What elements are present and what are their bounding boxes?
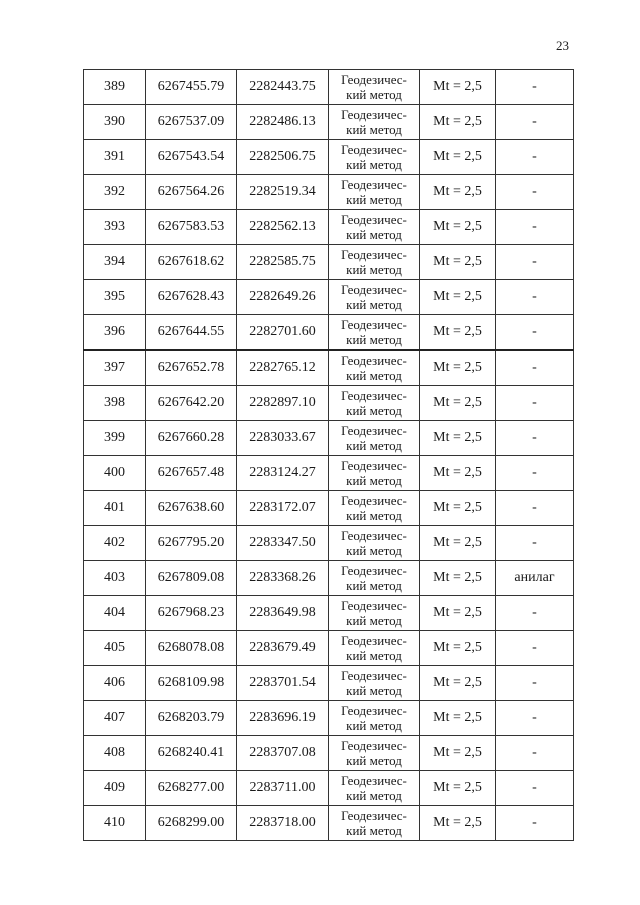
method-line-2: кий метод — [346, 262, 402, 277]
coordinate-x-cell: 6268299.00 — [146, 806, 237, 841]
note-cell: - — [496, 280, 574, 315]
method-line-1: Геодезичес- — [341, 668, 407, 683]
note-cell: - — [496, 315, 574, 351]
method-cell — [329, 421, 420, 456]
table-row — [84, 631, 574, 666]
coordinate-y-cell: 2283679.49 — [237, 631, 329, 666]
accuracy-cell: Mt = 2,5 — [420, 526, 496, 561]
table-row — [84, 280, 574, 315]
note-cell: - — [496, 245, 574, 280]
note-cell: - — [496, 806, 574, 841]
method-line-1: Геодезичес- — [341, 528, 407, 543]
point-number-cell: 407 — [84, 701, 146, 736]
accuracy-cell: Mt = 2,5 — [420, 491, 496, 526]
method-line-2: кий метод — [346, 438, 402, 453]
coordinate-y-cell: 2283718.00 — [237, 806, 329, 841]
method-cell — [329, 806, 420, 841]
table-row — [84, 561, 574, 596]
table-row — [84, 701, 574, 736]
coordinate-x-cell: 6268203.79 — [146, 701, 237, 736]
coordinate-y-cell: 2282562.13 — [237, 210, 329, 245]
method-line-1: Геодезичес- — [341, 808, 407, 823]
method-line-1: Геодезичес- — [341, 142, 407, 157]
method-cell — [329, 666, 420, 701]
method-line-2: кий метод — [346, 578, 402, 593]
coordinate-y-cell: 2282765.12 — [237, 350, 329, 386]
method-line-2: кий метод — [346, 718, 402, 733]
table-row — [84, 806, 574, 841]
point-number-cell: 393 — [84, 210, 146, 245]
coordinate-y-cell: 2283124.27 — [237, 456, 329, 491]
method-line-2: кий метод — [346, 122, 402, 137]
method-line-2: кий метод — [346, 508, 402, 523]
coordinate-y-cell: 2283711.00 — [237, 771, 329, 806]
point-number-cell: 402 — [84, 526, 146, 561]
method-cell — [329, 526, 420, 561]
accuracy-cell: Mt = 2,5 — [420, 280, 496, 315]
method-line-1: Геодезичес- — [341, 353, 407, 368]
table-row — [84, 350, 574, 386]
point-number-cell: 392 — [84, 175, 146, 210]
point-number-cell: 400 — [84, 456, 146, 491]
table-row — [84, 210, 574, 245]
method-cell — [329, 210, 420, 245]
coordinate-x-cell: 6267628.43 — [146, 280, 237, 315]
accuracy-cell: Mt = 2,5 — [420, 806, 496, 841]
method-line-1: Геодезичес- — [341, 493, 407, 508]
coordinate-y-cell: 2283172.07 — [237, 491, 329, 526]
accuracy-cell: Mt = 2,5 — [420, 210, 496, 245]
coordinate-x-cell: 6267543.54 — [146, 140, 237, 175]
method-line-2: кий метод — [346, 227, 402, 242]
point-number-cell: 398 — [84, 386, 146, 421]
method-cell — [329, 491, 420, 526]
method-line-1: Геодезичес- — [341, 107, 407, 122]
point-number-cell: 401 — [84, 491, 146, 526]
accuracy-cell: Mt = 2,5 — [420, 105, 496, 140]
note-cell: - — [496, 421, 574, 456]
accuracy-cell: Mt = 2,5 — [420, 701, 496, 736]
method-cell — [329, 175, 420, 210]
accuracy-cell: Mt = 2,5 — [420, 631, 496, 666]
method-cell — [329, 280, 420, 315]
note-cell: - — [496, 140, 574, 175]
coordinate-y-cell: 2282506.75 — [237, 140, 329, 175]
accuracy-cell: Mt = 2,5 — [420, 456, 496, 491]
coordinate-x-cell: 6267795.20 — [146, 526, 237, 561]
method-line-2: кий метод — [346, 368, 402, 383]
method-cell — [329, 70, 420, 105]
method-cell — [329, 771, 420, 806]
coordinate-y-cell: 2282897.10 — [237, 386, 329, 421]
method-line-2: кий метод — [346, 788, 402, 803]
method-line-2: кий метод — [346, 753, 402, 768]
note-cell: - — [496, 701, 574, 736]
note-cell: - — [496, 105, 574, 140]
method-line-2: кий метод — [346, 683, 402, 698]
method-cell — [329, 105, 420, 140]
accuracy-cell: Mt = 2,5 — [420, 175, 496, 210]
table-row — [84, 140, 574, 175]
note-cell: - — [496, 771, 574, 806]
coordinate-y-cell: 2282649.26 — [237, 280, 329, 315]
point-number-cell: 408 — [84, 736, 146, 771]
method-line-1: Геодезичес- — [341, 703, 407, 718]
coordinate-y-cell: 2283701.54 — [237, 666, 329, 701]
table-row — [84, 245, 574, 280]
table-row — [84, 491, 574, 526]
accuracy-cell: Mt = 2,5 — [420, 245, 496, 280]
method-line-1: Геодезичес- — [341, 247, 407, 262]
method-line-1: Геодезичес- — [341, 563, 407, 578]
method-cell — [329, 315, 420, 351]
coordinate-x-cell: 6267652.78 — [146, 350, 237, 386]
table-row — [84, 175, 574, 210]
method-line-2: кий метод — [346, 87, 402, 102]
coordinates-table-body — [84, 70, 574, 841]
coordinate-y-cell: 2282701.60 — [237, 315, 329, 351]
method-line-2: кий метод — [346, 157, 402, 172]
note-cell: - — [496, 631, 574, 666]
accuracy-cell: Mt = 2,5 — [420, 350, 496, 386]
accuracy-cell: Mt = 2,5 — [420, 70, 496, 105]
table-row — [84, 771, 574, 806]
method-cell — [329, 386, 420, 421]
coordinate-y-cell: 2282486.13 — [237, 105, 329, 140]
method-cell — [329, 561, 420, 596]
coordinate-x-cell: 6267809.08 — [146, 561, 237, 596]
method-cell — [329, 350, 420, 386]
method-line-2: кий метод — [346, 473, 402, 488]
method-line-1: Геодезичес- — [341, 317, 407, 332]
method-line-1: Геодезичес- — [341, 282, 407, 297]
point-number-cell: 395 — [84, 280, 146, 315]
table-row — [84, 526, 574, 561]
point-number-cell: 397 — [84, 350, 146, 386]
table-row — [84, 456, 574, 491]
coordinate-x-cell: 6267660.28 — [146, 421, 237, 456]
note-cell: - — [496, 596, 574, 631]
coordinate-y-cell: 2283649.98 — [237, 596, 329, 631]
coordinate-y-cell: 2282519.34 — [237, 175, 329, 210]
note-cell: - — [496, 350, 574, 386]
method-line-1: Геодезичес- — [341, 458, 407, 473]
note-cell: - — [496, 526, 574, 561]
table-row — [84, 105, 574, 140]
method-line-2: кий метод — [346, 297, 402, 312]
note-cell: - — [496, 210, 574, 245]
coordinate-y-cell: 2282585.75 — [237, 245, 329, 280]
table-row — [84, 386, 574, 421]
method-line-2: кий метод — [346, 543, 402, 558]
accuracy-cell: Mt = 2,5 — [420, 736, 496, 771]
method-line-2: кий метод — [346, 403, 402, 418]
method-line-1: Геодезичес- — [341, 177, 407, 192]
point-number-cell: 410 — [84, 806, 146, 841]
coordinate-x-cell: 6267657.48 — [146, 456, 237, 491]
method-line-2: кий метод — [346, 192, 402, 207]
coordinate-x-cell: 6268078.08 — [146, 631, 237, 666]
note-cell: анилаг — [496, 561, 574, 596]
note-cell: - — [496, 491, 574, 526]
point-number-cell: 391 — [84, 140, 146, 175]
table-row — [84, 596, 574, 631]
coordinate-x-cell: 6267642.20 — [146, 386, 237, 421]
table-row — [84, 421, 574, 456]
coordinate-y-cell: 2283707.08 — [237, 736, 329, 771]
method-line-2: кий метод — [346, 823, 402, 838]
accuracy-cell: Mt = 2,5 — [420, 421, 496, 456]
coordinate-x-cell: 6267618.62 — [146, 245, 237, 280]
method-line-1: Геодезичес- — [341, 423, 407, 438]
method-cell — [329, 596, 420, 631]
point-number-cell: 404 — [84, 596, 146, 631]
table-row — [84, 736, 574, 771]
accuracy-cell: Mt = 2,5 — [420, 666, 496, 701]
accuracy-cell: Mt = 2,5 — [420, 561, 496, 596]
method-cell — [329, 736, 420, 771]
note-cell: - — [496, 175, 574, 210]
coordinates-table — [83, 69, 574, 841]
method-line-1: Геодезичес- — [341, 773, 407, 788]
coordinate-x-cell: 6268277.00 — [146, 771, 237, 806]
note-cell: - — [496, 736, 574, 771]
table-row — [84, 315, 574, 351]
point-number-cell: 406 — [84, 666, 146, 701]
method-cell — [329, 631, 420, 666]
method-cell — [329, 140, 420, 175]
point-number-cell: 396 — [84, 315, 146, 351]
point-number-cell: 409 — [84, 771, 146, 806]
coordinate-x-cell: 6267638.60 — [146, 491, 237, 526]
method-line-2: кий метод — [346, 332, 402, 347]
coordinate-x-cell: 6267564.26 — [146, 175, 237, 210]
page-number: 23 — [556, 38, 569, 53]
note-cell: - — [496, 456, 574, 491]
method-line-1: Геодезичес- — [341, 72, 407, 87]
accuracy-cell: Mt = 2,5 — [420, 386, 496, 421]
table-row — [84, 666, 574, 701]
coordinate-y-cell: 2283347.50 — [237, 526, 329, 561]
coordinate-y-cell: 2283033.67 — [237, 421, 329, 456]
accuracy-cell: Mt = 2,5 — [420, 140, 496, 175]
coordinate-x-cell: 6268109.98 — [146, 666, 237, 701]
table-row — [84, 70, 574, 105]
coordinate-y-cell: 2283696.19 — [237, 701, 329, 736]
note-cell: - — [496, 386, 574, 421]
method-line-1: Геодезичес- — [341, 212, 407, 227]
coordinate-y-cell: 2283368.26 — [237, 561, 329, 596]
point-number-cell: 405 — [84, 631, 146, 666]
method-line-1: Геодезичес- — [341, 738, 407, 753]
method-cell — [329, 245, 420, 280]
accuracy-cell: Mt = 2,5 — [420, 771, 496, 806]
method-line-2: кий метод — [346, 648, 402, 663]
note-cell: - — [496, 70, 574, 105]
method-line-1: Геодезичес- — [341, 633, 407, 648]
coordinate-x-cell: 6267537.09 — [146, 105, 237, 140]
coordinate-y-cell: 2282443.75 — [237, 70, 329, 105]
point-number-cell: 399 — [84, 421, 146, 456]
note-cell: - — [496, 666, 574, 701]
accuracy-cell: Mt = 2,5 — [420, 315, 496, 351]
coordinate-x-cell: 6267968.23 — [146, 596, 237, 631]
method-line-1: Геодезичес- — [341, 598, 407, 613]
coordinate-x-cell: 6268240.41 — [146, 736, 237, 771]
method-cell — [329, 701, 420, 736]
accuracy-cell: Mt = 2,5 — [420, 596, 496, 631]
method-line-1: Геодезичес- — [341, 388, 407, 403]
point-number-cell: 394 — [84, 245, 146, 280]
point-number-cell: 390 — [84, 105, 146, 140]
point-number-cell: 403 — [84, 561, 146, 596]
method-line-2: кий метод — [346, 613, 402, 628]
coordinate-x-cell: 6267644.55 — [146, 315, 237, 351]
point-number-cell: 389 — [84, 70, 146, 105]
coordinate-x-cell: 6267583.53 — [146, 210, 237, 245]
method-cell — [329, 456, 420, 491]
coordinate-x-cell: 6267455.79 — [146, 70, 237, 105]
